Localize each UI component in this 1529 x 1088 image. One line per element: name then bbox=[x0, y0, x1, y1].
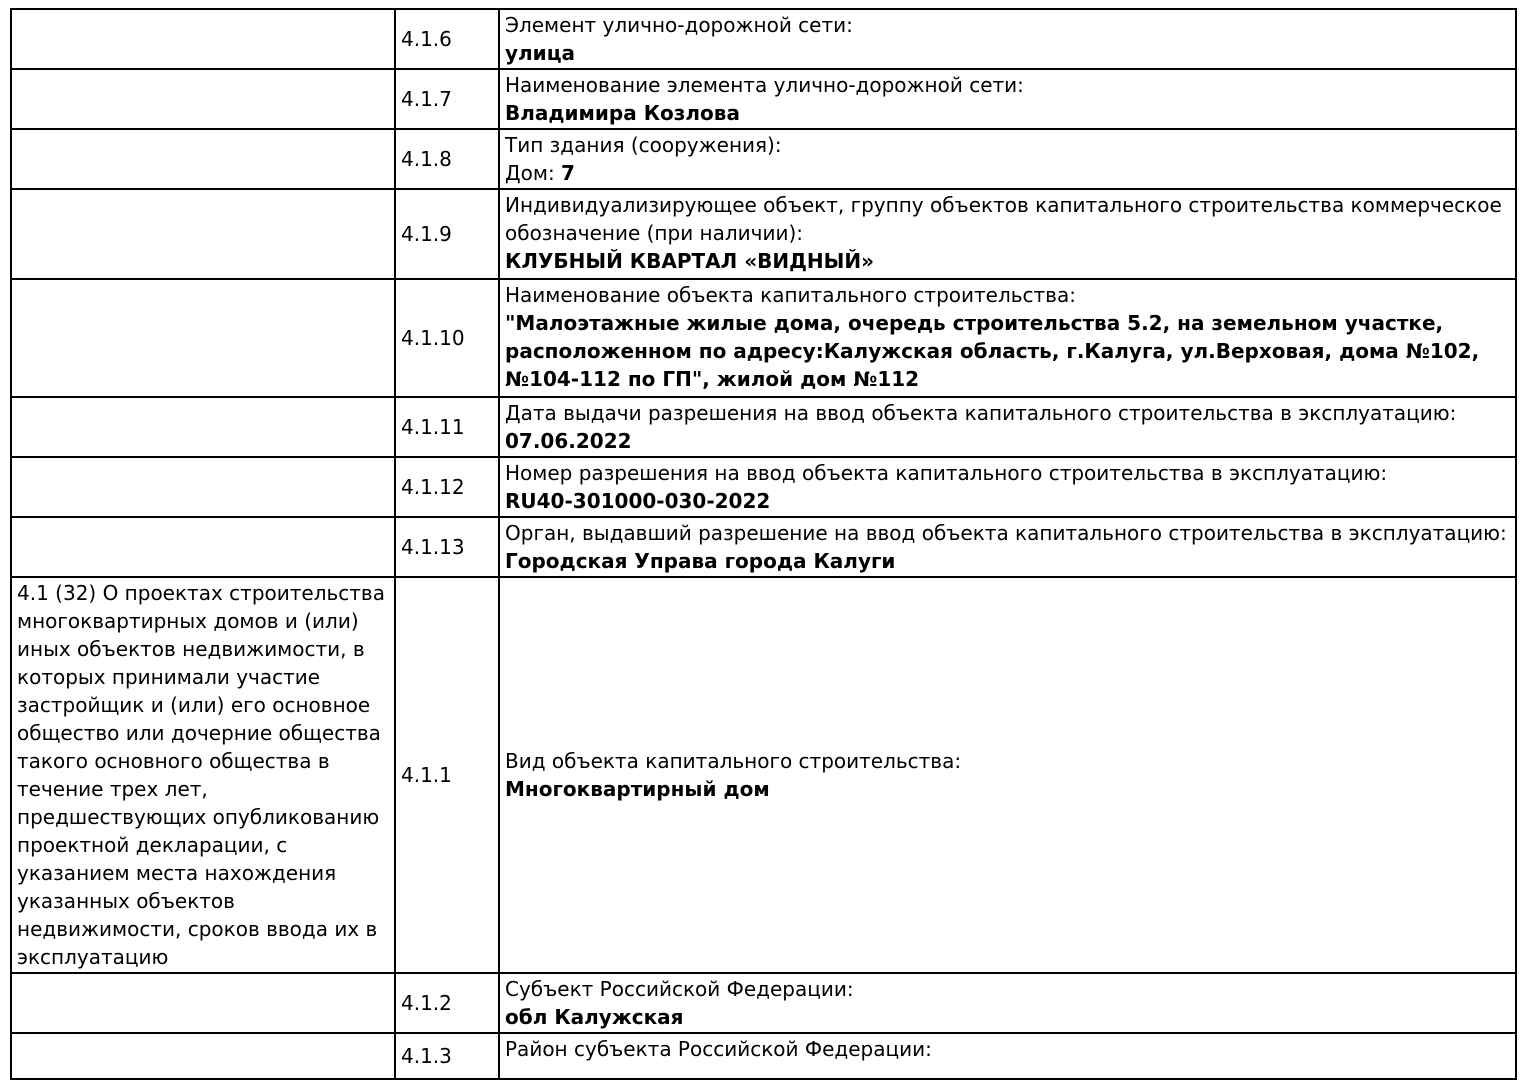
row-number: 4.1.8 bbox=[395, 129, 499, 189]
table-row bbox=[11, 397, 1516, 457]
field-value-text: обл Калужская bbox=[505, 1005, 684, 1029]
section-cell bbox=[11, 457, 395, 517]
table-row bbox=[11, 129, 1516, 189]
field-label: Субъект Российской Федерации: bbox=[505, 977, 854, 1001]
table-row bbox=[11, 973, 1516, 1033]
field-value-text: 07.06.2022 bbox=[505, 429, 632, 453]
table-row bbox=[11, 577, 1516, 973]
field-value bbox=[505, 1003, 1510, 1031]
row-number: 4.1.9 bbox=[395, 189, 499, 279]
field-value bbox=[505, 309, 1510, 393]
field-value-text: RU40-301000-030-2022 bbox=[505, 489, 771, 513]
section-cell bbox=[11, 517, 395, 577]
row-number: 4.1.7 bbox=[395, 69, 499, 129]
row-number: 4.1.2 bbox=[395, 973, 499, 1033]
field-value-text: Городская Управа города Калуги bbox=[505, 549, 896, 573]
field-value bbox=[505, 247, 1510, 275]
field-value-text: улица bbox=[505, 41, 576, 65]
field-label: Орган, выдавший разрешение на ввод объекта капитального строительства в эксплуатацию: bbox=[505, 521, 1507, 545]
section-description-cell: 4.1 (32) О проектах строительства многоквартирных домов и (или) иных объектов недвижимости, в которых принимали участие застройщик и (или) его основное общество или дочерние общества такого основного общества в течение трех лет, предшествующих опубликованию проектной декларации, с указанием места нахождения указанных объектов недвижимости, сроков ввода их в эксплуатацию bbox=[11, 577, 395, 973]
row-content bbox=[499, 189, 1516, 279]
section-cell bbox=[11, 9, 395, 69]
field-value bbox=[505, 547, 1510, 575]
field-value-text: КЛУБНЫЙ КВАРТАЛ «ВИДНЫЙ» bbox=[505, 249, 875, 273]
field-value bbox=[505, 39, 1510, 67]
table-row bbox=[11, 69, 1516, 129]
field-label: Наименование объекта капитального строительства: bbox=[505, 283, 1076, 307]
field-value-text: "Малоэтажные жилые дома, очередь строительства 5.2, на земельном участке, расположенном по адресу:Калужская область, г.Калуга, ул.Верховая, дома №102, №104-112 по ГП", жилой дом №112 bbox=[505, 311, 1480, 391]
row-content bbox=[499, 129, 1516, 189]
table-row bbox=[11, 189, 1516, 279]
field-label: Дата выдачи разрешения на ввод объекта капитального строительства в эксплуатацию: bbox=[505, 401, 1457, 425]
row-number: 4.1.11 bbox=[395, 397, 499, 457]
row-content bbox=[499, 1033, 1516, 1079]
row-content bbox=[499, 577, 1516, 973]
row-content bbox=[499, 973, 1516, 1033]
field-value-prefix: Дом: bbox=[505, 161, 562, 185]
field-value-text: Владимира Козлова bbox=[505, 101, 740, 125]
table-row bbox=[11, 457, 1516, 517]
field-label: Элемент улично-дорожной сети: bbox=[505, 13, 853, 37]
row-number: 4.1.3 bbox=[395, 1033, 499, 1079]
row-number: 4.1.12 bbox=[395, 457, 499, 517]
field-value-text: 7 bbox=[561, 161, 575, 185]
field-value-text: Многоквартирный дом bbox=[505, 777, 770, 801]
table-row bbox=[11, 1033, 1516, 1079]
field-value bbox=[505, 99, 1510, 127]
field-label: Район субъекта Российской Федерации: bbox=[505, 1037, 932, 1061]
row-content bbox=[499, 69, 1516, 129]
field-value bbox=[505, 487, 1510, 515]
table-row bbox=[11, 9, 1516, 69]
row-number: 4.1.6 bbox=[395, 9, 499, 69]
section-cell bbox=[11, 69, 395, 129]
row-content bbox=[499, 457, 1516, 517]
section-cell bbox=[11, 279, 395, 397]
field-value bbox=[505, 159, 1510, 187]
row-content bbox=[499, 517, 1516, 577]
section-cell bbox=[11, 129, 395, 189]
field-label: Номер разрешения на ввод объекта капитального строительства в эксплуатацию: bbox=[505, 461, 1388, 485]
row-number: 4.1.13 bbox=[395, 517, 499, 577]
row-content bbox=[499, 279, 1516, 397]
row-content bbox=[499, 397, 1516, 457]
declaration-table bbox=[10, 8, 1517, 1080]
section-cell bbox=[11, 397, 395, 457]
field-label: Наименование элемента улично-дорожной сети: bbox=[505, 73, 1024, 97]
table-row bbox=[11, 517, 1516, 577]
table-row bbox=[11, 279, 1516, 397]
row-number: 4.1.10 bbox=[395, 279, 499, 397]
field-label: Тип здания (сооружения): bbox=[505, 133, 782, 157]
section-cell bbox=[11, 1033, 395, 1079]
section-cell bbox=[11, 189, 395, 279]
field-label: Индивидуализирующее объект, группу объектов капитального строительства коммерческое обозначение (при наличии): bbox=[505, 193, 1502, 245]
field-value bbox=[505, 775, 1510, 803]
section-cell bbox=[11, 973, 395, 1033]
row-content bbox=[499, 9, 1516, 69]
field-value bbox=[505, 427, 1510, 455]
row-number: 4.1.1 bbox=[395, 577, 499, 973]
field-label: Вид объекта капитального строительства: bbox=[505, 749, 962, 773]
